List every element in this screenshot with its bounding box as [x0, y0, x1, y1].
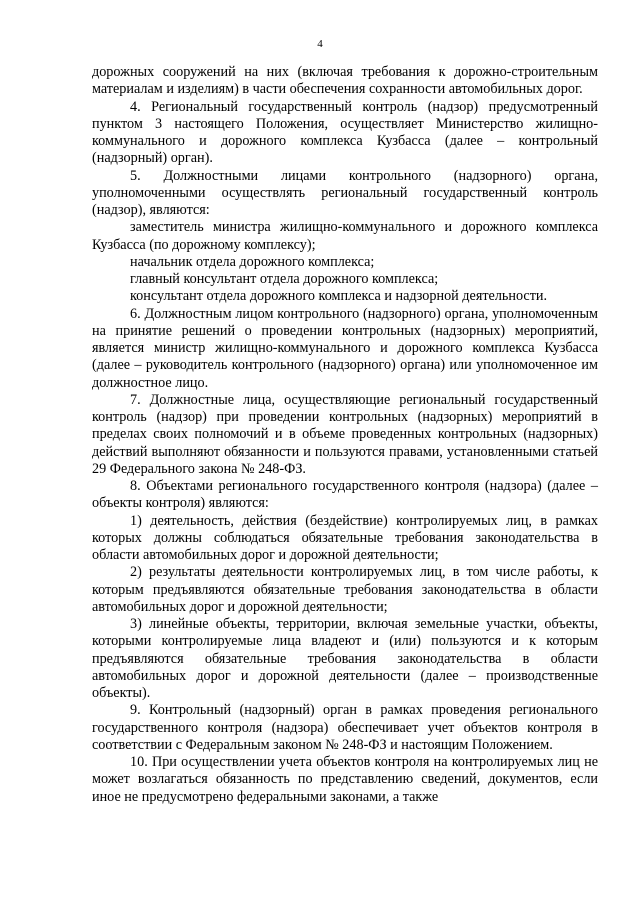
page-number: 4	[317, 38, 323, 50]
paragraph-continuation: дорожных сооружений на них (включая требования к дорожно-строительным материалам и изделиям) в части обеспечения сохранности автомобильных дорог.	[92, 64, 598, 98]
official-item-deputy-minister: заместитель министра жилищно-коммунального и дорожного комплекса Кузбасса (по дорожному комплексу);	[92, 219, 598, 253]
paragraph-6: 6. Должностным лицом контрольного (надзорного) органа, уполномоченным на принятие решений о проведении контрольных (надзорных) мероприятий, является министр жилищно-коммунального и дорожного комплекса Кузбасса (далее – руководитель контрольного (надзорного) органа) или уполномоченное им должностное лицо.	[92, 305, 598, 391]
control-object-item-2: 2) результаты деятельности контролируемых лиц, в том числе работы, к которым предъявляются обязательные требования законодательства в области автомобильных дорог и дорожной деятельности;	[92, 564, 598, 615]
paragraph-7: 7. Должностные лица, осуществляющие региональный государственный контроль (надзор) при проведении контрольных (надзорных) мероприятий в пределах своих полномочий и в объеме проведенных контрольных (надзорных) действий выполняют обязанности и пользуются правами, установленными статьей 29 Федерального закона № 248-ФЗ.	[92, 391, 598, 477]
paragraph-9: 9. Контрольный (надзорный) орган в рамках проведения регионального государственного контроля (надзора) обеспечивает учет объектов контроля в соответствии с Федеральным законом № 248-ФЗ и настоящим Положением.	[92, 702, 598, 753]
control-object-item-1: 1) деятельность, действия (бездействие) контролируемых лиц, в рамках которых должны соблюдаться обязательные требования законодательства в области автомобильных дорог и дорожной деятельности;	[92, 512, 598, 563]
official-item-consultant: консультант отдела дорожного комплекса и надзорной деятельности.	[130, 288, 548, 305]
paragraph-8: 8. Объектами регионального государственного контроля (надзора) (далее – объекты контроля) являются:	[92, 478, 598, 512]
document-body	[92, 64, 598, 806]
official-item-department-head: начальник отдела дорожного комплекса;	[130, 253, 375, 270]
paragraph-4: 4. Региональный государственный контроль (надзор) предусмотренный пунктом 3 настоящего Положения, осуществляет Министерство жилищно-коммунального и дорожного комплекса Кузбасса (далее – контрольный (надзорный) орган).	[92, 98, 598, 167]
official-item-chief-consultant: главный консультант отдела дорожного комплекса;	[130, 271, 439, 287]
paragraph-10: 10. При осуществлении учета объектов контроля на контролируемых лиц не может возлагаться обязанность по представлению сведений, документов, если иное не предусмотрено федеральными законами, а также	[92, 754, 598, 805]
control-object-item-3: 3) линейные объекты, территории, включая земельные участки, объекты, которыми контролируемые лица владеют и (или) пользуются и к которым предъявляются обязательные требования законодательства в области автомобильных дорог и дорожной деятельности (далее – производственные объекты).	[92, 616, 598, 701]
paragraph-5: 5. Должностными лицами контрольного (надзорного) органа, уполномоченными осуществлять региональный государственный контроль (надзор), являются:	[92, 167, 598, 218]
